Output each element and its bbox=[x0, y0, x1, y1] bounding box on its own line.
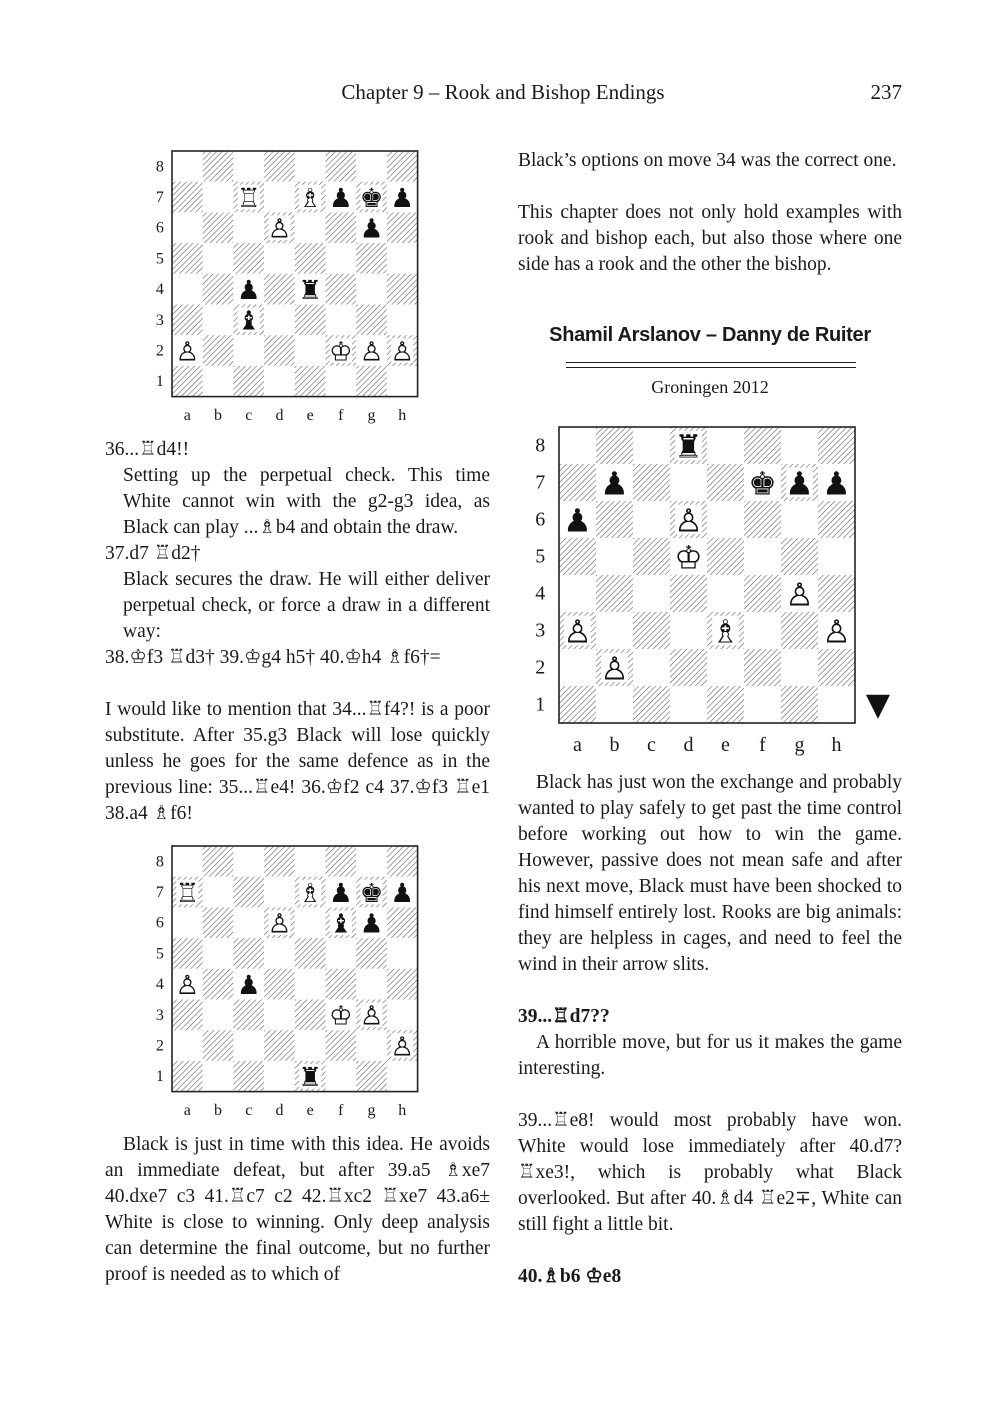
piece-f6: ♝ bbox=[329, 908, 353, 940]
piece-f3: ♔ bbox=[329, 1000, 353, 1032]
chess-diagram-2 bbox=[150, 845, 420, 1123]
square-b3 bbox=[203, 304, 234, 335]
piece-h2: ♙ bbox=[390, 336, 415, 368]
rank-label: 1 bbox=[155, 373, 164, 391]
piece-e3: ♗ bbox=[711, 612, 740, 651]
square-b5 bbox=[203, 243, 234, 274]
square-h5 bbox=[818, 538, 855, 575]
square-f8 bbox=[744, 427, 781, 464]
piece-h3: ♙ bbox=[822, 612, 851, 651]
piece-e7: ♗ bbox=[298, 877, 322, 909]
rank-label: 2 bbox=[155, 1037, 164, 1055]
rank-label: 3 bbox=[155, 311, 164, 329]
move-40: 40.♗b6 ♔e8 bbox=[518, 1266, 622, 1287]
square-b1 bbox=[203, 366, 234, 397]
rank-label: 8 bbox=[155, 158, 164, 176]
square-h6 bbox=[818, 501, 855, 538]
piece-g7: ♟ bbox=[785, 464, 814, 503]
file-label: c bbox=[647, 734, 656, 757]
file-label: f bbox=[338, 406, 344, 424]
comment-39: A horrible move, but for us it makes the game interesting. bbox=[518, 1032, 902, 1079]
piece-f7: ♟ bbox=[329, 182, 353, 214]
square-a8 bbox=[172, 151, 203, 182]
piece-c7: ♖ bbox=[236, 182, 261, 214]
chapter-title: Chapter 9 – Rook and Bishop Endings bbox=[341, 80, 665, 104]
piece-b2: ♙ bbox=[600, 649, 629, 688]
square-f4 bbox=[325, 274, 356, 305]
rank-label: 7 bbox=[155, 883, 164, 901]
square-f4 bbox=[744, 575, 781, 612]
rank-label: 1 bbox=[535, 693, 546, 716]
piece-e4: ♜ bbox=[298, 274, 322, 306]
square-d4 bbox=[264, 969, 295, 1000]
file-label: b bbox=[214, 406, 223, 424]
square-e8 bbox=[295, 151, 326, 182]
square-a3 bbox=[172, 999, 203, 1030]
square-d4 bbox=[264, 274, 295, 305]
move-38-line: 38.♔f3 ♖d3† 39.♔g4 h5† 40.♔h4 ♗f6†= bbox=[105, 647, 441, 668]
piece-c4: ♟ bbox=[236, 969, 261, 1001]
piece-e7: ♗ bbox=[298, 182, 322, 214]
heading-rule-top bbox=[566, 362, 856, 363]
rank-label: 6 bbox=[535, 508, 546, 531]
square-b4 bbox=[203, 274, 234, 305]
square-g8 bbox=[781, 427, 818, 464]
square-e3 bbox=[295, 304, 326, 335]
piece-d8: ♜ bbox=[674, 427, 703, 466]
rank-label: 3 bbox=[155, 1006, 164, 1024]
piece-h7: ♟ bbox=[390, 182, 415, 214]
square-d1 bbox=[670, 686, 707, 723]
square-g5 bbox=[356, 938, 387, 969]
square-d3 bbox=[264, 304, 295, 335]
piece-g4: ♙ bbox=[785, 575, 814, 614]
comment-36: Setting up the perpetual check. This time White cannot win with the g2-g3 idea, as Black can play ...♗b4 and obtain the draw. bbox=[123, 465, 490, 538]
square-g4 bbox=[356, 274, 387, 305]
square-c2 bbox=[633, 649, 670, 686]
square-h8 bbox=[387, 151, 418, 182]
square-e5 bbox=[707, 538, 744, 575]
piece-a2: ♙ bbox=[175, 336, 200, 368]
paragraph-chapter-scope: This chapter does not only hold examples with rook and bishop each, but also those where one side has a rook and the other the bishop. bbox=[518, 202, 902, 275]
square-a7 bbox=[559, 464, 596, 501]
rank-label: 6 bbox=[155, 914, 164, 932]
rank-label: 1 bbox=[155, 1068, 164, 1086]
file-label: b bbox=[214, 1101, 223, 1119]
square-a1 bbox=[172, 1061, 203, 1092]
square-g8 bbox=[356, 151, 387, 182]
square-f4 bbox=[325, 969, 356, 1000]
square-b8 bbox=[596, 427, 633, 464]
piece-h7: ♟ bbox=[822, 464, 851, 503]
square-h2 bbox=[818, 649, 855, 686]
file-label: a bbox=[183, 406, 191, 424]
file-label: g bbox=[794, 734, 805, 757]
square-a2 bbox=[172, 1030, 203, 1061]
rank-label: 3 bbox=[535, 619, 546, 642]
piece-g6: ♟ bbox=[359, 213, 384, 245]
game-title: Shamil Arslanov – Danny de Ruiter bbox=[549, 324, 871, 346]
piece-f7: ♟ bbox=[329, 877, 353, 909]
file-label: c bbox=[245, 406, 253, 424]
square-g1 bbox=[356, 366, 387, 397]
file-label: e bbox=[306, 1101, 314, 1119]
file-label: d bbox=[275, 406, 284, 424]
rank-label: 5 bbox=[155, 250, 164, 268]
square-c2 bbox=[233, 1030, 264, 1061]
square-f5 bbox=[325, 243, 356, 274]
square-d7 bbox=[264, 877, 295, 908]
square-b8 bbox=[203, 846, 234, 877]
square-h5 bbox=[387, 938, 418, 969]
rank-label: 7 bbox=[155, 188, 164, 206]
square-h1 bbox=[387, 1061, 418, 1092]
square-c5 bbox=[633, 538, 670, 575]
square-c6 bbox=[233, 212, 264, 243]
square-f2 bbox=[744, 649, 781, 686]
rank-label: 6 bbox=[155, 219, 164, 237]
square-e5 bbox=[295, 938, 326, 969]
square-g5 bbox=[356, 243, 387, 274]
square-f8 bbox=[325, 151, 356, 182]
heading-rule-bottom bbox=[566, 367, 856, 368]
file-label: f bbox=[759, 734, 766, 757]
square-e6 bbox=[707, 501, 744, 538]
board-svg bbox=[150, 845, 420, 1123]
square-g6 bbox=[781, 501, 818, 538]
square-h8 bbox=[387, 846, 418, 877]
square-f6 bbox=[325, 212, 356, 243]
square-a2 bbox=[559, 649, 596, 686]
square-a5 bbox=[172, 243, 203, 274]
square-g5 bbox=[781, 538, 818, 575]
square-d3 bbox=[264, 999, 295, 1030]
left-column-upper-text bbox=[105, 437, 490, 827]
square-h4 bbox=[387, 274, 418, 305]
square-c6 bbox=[633, 501, 670, 538]
square-e6 bbox=[295, 907, 326, 938]
square-a7 bbox=[172, 182, 203, 213]
piece-g3: ♙ bbox=[359, 1000, 384, 1032]
square-c7 bbox=[633, 464, 670, 501]
square-e2 bbox=[707, 649, 744, 686]
paragraph-39-e8: 39...♖e8! would most probably have won. White would lose immediately after 40.d7? ♖xe3!, which is probably what Black overlooked. But after 40.♗d4 ♖e2∓, White can still fight a little bit. bbox=[518, 1110, 902, 1235]
piece-g6: ♟ bbox=[359, 908, 384, 940]
file-label: d bbox=[275, 1101, 284, 1119]
square-b5 bbox=[596, 538, 633, 575]
square-d8 bbox=[264, 846, 295, 877]
piece-f2: ♔ bbox=[329, 336, 353, 368]
square-c8 bbox=[233, 846, 264, 877]
square-b2 bbox=[203, 1030, 234, 1061]
square-d8 bbox=[264, 151, 295, 182]
square-a5 bbox=[559, 538, 596, 575]
file-label: f bbox=[338, 1101, 344, 1119]
file-label: h bbox=[831, 734, 842, 757]
square-e1 bbox=[295, 366, 326, 397]
square-b3 bbox=[203, 999, 234, 1030]
file-label: c bbox=[245, 1101, 253, 1119]
left-column-lower-text bbox=[105, 1132, 490, 1288]
square-h8 bbox=[818, 427, 855, 464]
paragraph-exchange: Black has just won the exchange and probably wanted to play safely to get past the time control before working out how to win the game. However, passive does not mean safe and after his next move, Black must have been shocked to find himself entirely lost. Rooks are big animals: they are helpless in cages, and need to feel the wind in their arrow slits. bbox=[518, 772, 902, 975]
square-c1 bbox=[233, 1061, 264, 1092]
chess-diagram-1 bbox=[150, 150, 420, 428]
square-f3 bbox=[744, 612, 781, 649]
square-a8 bbox=[172, 846, 203, 877]
file-label: b bbox=[609, 734, 620, 757]
square-c3 bbox=[633, 612, 670, 649]
piece-a3: ♙ bbox=[563, 612, 592, 651]
piece-e1: ♜ bbox=[298, 1062, 322, 1094]
square-b1 bbox=[596, 686, 633, 723]
square-c3 bbox=[233, 999, 264, 1030]
square-h4 bbox=[818, 575, 855, 612]
square-h6 bbox=[387, 212, 418, 243]
right-column-top-text bbox=[518, 148, 902, 278]
square-h1 bbox=[818, 686, 855, 723]
right-column-lower-text bbox=[518, 770, 902, 1290]
square-f1 bbox=[325, 366, 356, 397]
square-b5 bbox=[203, 938, 234, 969]
square-e8 bbox=[707, 427, 744, 464]
file-label: h bbox=[398, 1101, 407, 1119]
square-g1 bbox=[356, 1061, 387, 1092]
game-heading bbox=[518, 324, 902, 347]
square-a4 bbox=[172, 274, 203, 305]
square-a8 bbox=[559, 427, 596, 464]
piece-a6: ♟ bbox=[563, 501, 592, 540]
square-f3 bbox=[325, 304, 356, 335]
square-e3 bbox=[295, 999, 326, 1030]
square-g2 bbox=[356, 1030, 387, 1061]
square-b4 bbox=[203, 969, 234, 1000]
square-a3 bbox=[172, 304, 203, 335]
rank-label: 4 bbox=[535, 582, 546, 605]
piece-h7: ♟ bbox=[390, 877, 415, 909]
square-c5 bbox=[233, 938, 264, 969]
square-f2 bbox=[325, 1030, 356, 1061]
square-d7 bbox=[264, 182, 295, 213]
square-d1 bbox=[264, 1061, 295, 1092]
square-e4 bbox=[707, 575, 744, 612]
square-c1 bbox=[633, 686, 670, 723]
board-svg bbox=[525, 426, 899, 760]
piece-a7: ♖ bbox=[175, 877, 200, 909]
square-d2 bbox=[670, 649, 707, 686]
file-label: a bbox=[573, 734, 582, 757]
square-e4 bbox=[295, 969, 326, 1000]
piece-g2: ♙ bbox=[359, 336, 384, 368]
piece-g7: ♚ bbox=[359, 182, 384, 214]
square-b6 bbox=[596, 501, 633, 538]
square-a6 bbox=[172, 212, 203, 243]
square-b6 bbox=[203, 907, 234, 938]
rank-label: 4 bbox=[155, 976, 164, 994]
square-f1 bbox=[325, 1061, 356, 1092]
move-37: 37.d7 ♖d2† bbox=[105, 543, 201, 564]
square-d2 bbox=[264, 1030, 295, 1061]
piece-c3: ♝ bbox=[236, 305, 261, 337]
square-h3 bbox=[387, 304, 418, 335]
square-h5 bbox=[387, 243, 418, 274]
square-f5 bbox=[744, 538, 781, 575]
comment-37: Black secures the draw. He will either deliver perpetual check, or force a draw in a different way: bbox=[123, 569, 490, 642]
square-g4 bbox=[356, 969, 387, 1000]
square-e5 bbox=[295, 243, 326, 274]
square-a5 bbox=[172, 938, 203, 969]
rank-label: 8 bbox=[535, 434, 546, 457]
square-b7 bbox=[203, 182, 234, 213]
square-b1 bbox=[203, 1061, 234, 1092]
square-f5 bbox=[325, 938, 356, 969]
square-d3 bbox=[670, 612, 707, 649]
square-h1 bbox=[387, 366, 418, 397]
move-39: 39...♖d7?? bbox=[518, 1006, 610, 1027]
file-label: h bbox=[398, 406, 407, 424]
rank-label: 7 bbox=[535, 471, 546, 494]
square-a6 bbox=[172, 907, 203, 938]
piece-d5: ♔ bbox=[674, 538, 703, 577]
paragraph-idea: Black is just in time with this idea. He avoids an immediate defeat, but after 39.a5 ♗xe7 40.dxe7 c3 41.♖c7 c2 42.♖xc2 ♖xe7 43.a6± White is close to winning. Only deep analysis can determine the final outcome, but no further proof is needed as to which of bbox=[105, 1134, 490, 1285]
game-place: Groningen 2012 bbox=[651, 377, 769, 397]
rank-label: 4 bbox=[155, 281, 164, 299]
piece-b7: ♟ bbox=[600, 464, 629, 503]
square-c5 bbox=[233, 243, 264, 274]
square-g8 bbox=[356, 846, 387, 877]
square-e6 bbox=[295, 212, 326, 243]
piece-c4: ♟ bbox=[236, 274, 261, 306]
black-to-move-icon: ▼ bbox=[865, 686, 891, 723]
square-d1 bbox=[264, 366, 295, 397]
rank-label: 5 bbox=[535, 545, 546, 568]
file-label: g bbox=[367, 1101, 376, 1119]
square-d7 bbox=[670, 464, 707, 501]
piece-g7: ♚ bbox=[359, 877, 384, 909]
piece-f7: ♚ bbox=[748, 464, 777, 503]
square-f8 bbox=[325, 846, 356, 877]
square-f6 bbox=[744, 501, 781, 538]
square-c1 bbox=[233, 366, 264, 397]
square-c7 bbox=[233, 877, 264, 908]
game-place-wrap bbox=[518, 377, 902, 398]
move-36: 36...♖d4!! bbox=[105, 439, 190, 460]
square-a4 bbox=[559, 575, 596, 612]
square-g1 bbox=[781, 686, 818, 723]
piece-h2: ♙ bbox=[390, 1031, 415, 1063]
running-header bbox=[0, 80, 1000, 110]
square-g2 bbox=[781, 649, 818, 686]
piece-d6: ♙ bbox=[674, 501, 703, 540]
rank-label: 8 bbox=[155, 853, 164, 871]
square-a1 bbox=[172, 366, 203, 397]
rank-label: 5 bbox=[155, 945, 164, 963]
square-h6 bbox=[387, 907, 418, 938]
paragraph-continuation: Black’s options on move 34 was the correct one. bbox=[518, 150, 897, 171]
square-e8 bbox=[295, 846, 326, 877]
square-d2 bbox=[264, 335, 295, 366]
rank-label: 2 bbox=[155, 342, 164, 360]
file-label: d bbox=[683, 734, 694, 757]
square-c2 bbox=[233, 335, 264, 366]
file-label: e bbox=[306, 406, 314, 424]
paragraph-34-alternative: I would like to mention that 34...♖f4?! is a poor substitute. After 35.g3 Black will lose quickly unless he goes for the same defence as in the previous line: 35...♖e4! 36.♔f2 c4 37.♔f3 ♖e1 38.a4 ♗f6! bbox=[105, 699, 490, 824]
square-c8 bbox=[233, 151, 264, 182]
file-label: a bbox=[183, 1101, 191, 1119]
piece-a4: ♙ bbox=[175, 969, 200, 1001]
square-e2 bbox=[295, 335, 326, 366]
square-e2 bbox=[295, 1030, 326, 1061]
square-d5 bbox=[264, 938, 295, 969]
square-a1 bbox=[559, 686, 596, 723]
square-d4 bbox=[670, 575, 707, 612]
square-c6 bbox=[233, 907, 264, 938]
square-f1 bbox=[744, 686, 781, 723]
square-c8 bbox=[633, 427, 670, 464]
square-b7 bbox=[203, 877, 234, 908]
square-b3 bbox=[596, 612, 633, 649]
square-e7 bbox=[707, 464, 744, 501]
board-svg bbox=[150, 150, 420, 428]
piece-d6: ♙ bbox=[267, 213, 292, 245]
file-label: e bbox=[721, 734, 730, 757]
square-g3 bbox=[781, 612, 818, 649]
piece-d6: ♙ bbox=[267, 908, 292, 940]
square-d5 bbox=[264, 243, 295, 274]
square-g3 bbox=[356, 304, 387, 335]
chess-diagram-3 bbox=[525, 426, 899, 760]
square-h3 bbox=[387, 999, 418, 1030]
square-b4 bbox=[596, 575, 633, 612]
square-b6 bbox=[203, 212, 234, 243]
square-c4 bbox=[633, 575, 670, 612]
square-b8 bbox=[203, 151, 234, 182]
file-label: g bbox=[367, 406, 376, 424]
square-h4 bbox=[387, 969, 418, 1000]
square-e1 bbox=[707, 686, 744, 723]
square-b2 bbox=[203, 335, 234, 366]
page-number: 237 bbox=[870, 80, 902, 104]
rank-label: 2 bbox=[535, 656, 546, 679]
